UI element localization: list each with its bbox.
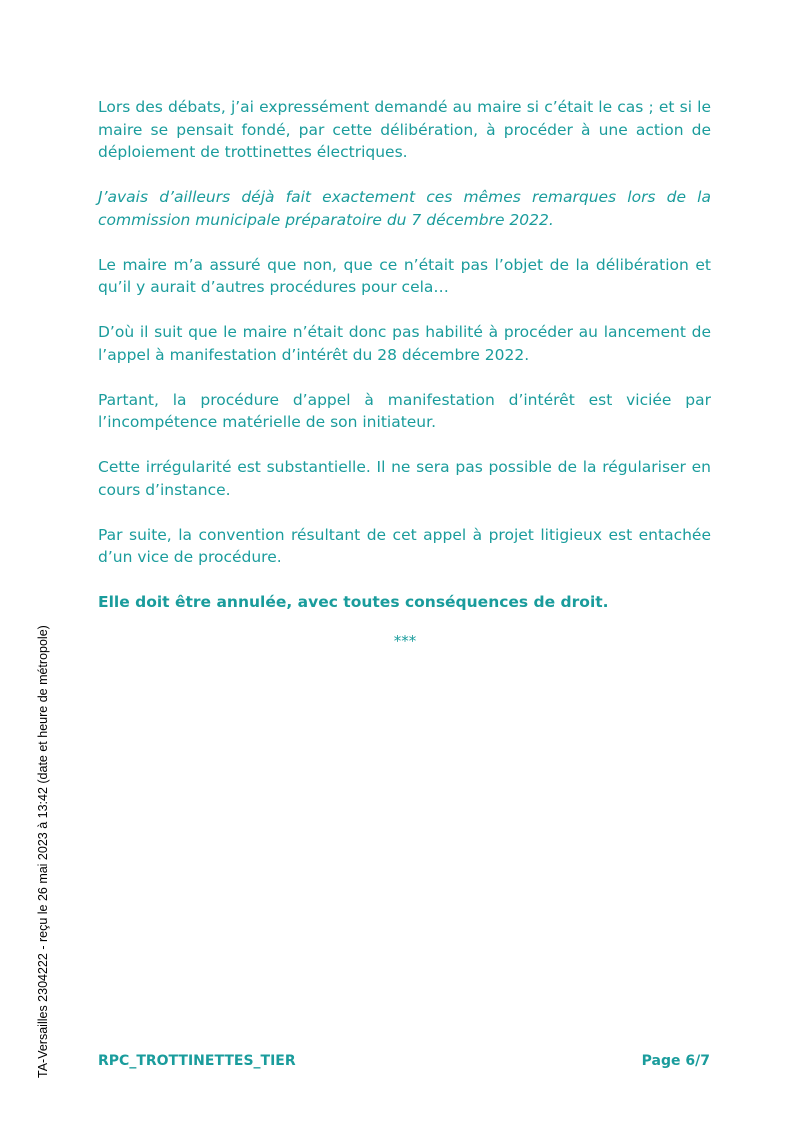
paragraph-substantial-irregularity: Cette irrégularité est substantielle. Il ne sera pas possible de la régulariser en cours d’instance. — [98, 458, 711, 499]
paragraph-conclusion: Elle doit être annulée, avec toutes conséquences de droit. — [98, 593, 609, 611]
paragraph-convention-flawed: Par suite, la convention résultant de cet appel à projet litigieux est entachée d’un vice de procédure. — [98, 525, 711, 566]
footer-page-number: Page 6/7 — [641, 1053, 710, 1069]
paragraph-earlier-remarks: J’avais d’ailleurs déjà fait exactement ces mêmes remarques lors de la commission municipale préparatoire du 7 décembre 2022. — [98, 188, 711, 229]
footer-document-name: RPC_TROTTINETTES_TIER — [98, 1053, 296, 1069]
court-receipt-stamp: TA-Versailles 2304222 - reçu le 26 mai 2023 à 13:42 (date et heure de métropole) — [36, 625, 50, 1078]
paragraph-debates: Lors des débats, j’ai expressément demandé au maire si c’était le cas ; et si le maire se pensait fondé, par cette délibération, à procéder à une action de déploiement de trottinettes électriques. — [98, 98, 711, 161]
paragraph-not-authorized: D’où il suit que le maire n’était donc pas habilité à procéder au lancement de l’appel à manifestation d’intérêt du 28 décembre 2022. — [98, 323, 711, 364]
paragraph-mayor-answer: Le maire m’a assuré que non, que ce n’était pas l’objet de la délibération et qu’il y aurait d’autres procédures pour cela… — [98, 255, 711, 296]
paragraph-procedure-flawed: Partant, la procédure d’appel à manifestation d’intérêt est viciée par l’incompétence matérielle de son initiateur. — [98, 390, 711, 431]
section-separator: *** — [393, 632, 417, 650]
document-body — [98, 96, 711, 636]
